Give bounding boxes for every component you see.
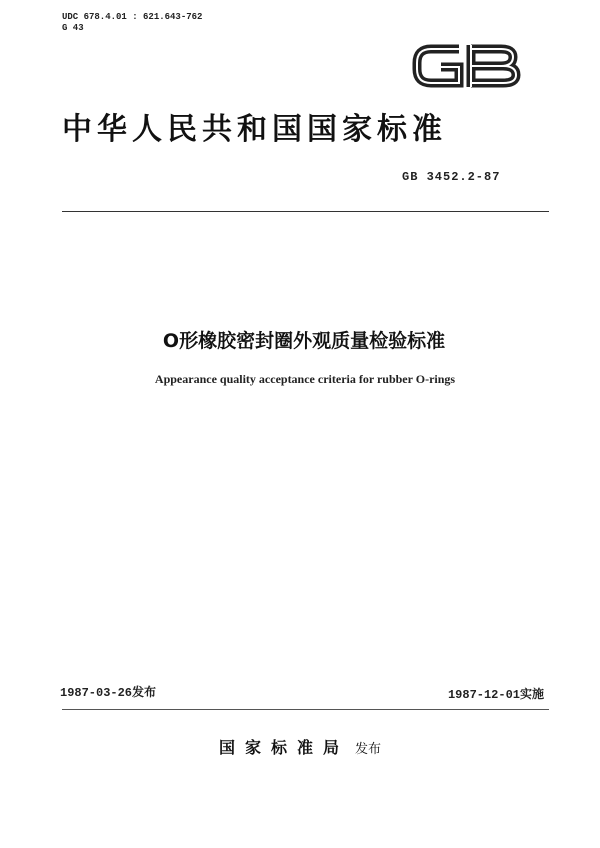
publisher-verb: 发布 xyxy=(355,742,382,757)
footer-divider xyxy=(62,709,549,710)
issue-date: 1987-03-26 xyxy=(60,686,133,700)
udc-number: UDC 678.4.01 : 621.643-762 xyxy=(62,12,203,22)
publisher-organization: 国家标准局 xyxy=(218,738,349,757)
standard-number: GB 3452.2-87 xyxy=(402,170,501,184)
header-divider xyxy=(62,211,549,212)
udc-block xyxy=(62,12,202,34)
document-title-chinese: O形橡胶密封圈外观质量检验标准 xyxy=(162,330,446,352)
document-title-english: Appearance quality acceptance criteria for rubber O-rings xyxy=(154,372,456,386)
gb-logo-icon xyxy=(409,37,523,95)
issue-label: 发布 xyxy=(132,686,157,700)
issue-date-block xyxy=(60,683,156,700)
national-standard-heading: 中华人民共和国国家标准 xyxy=(62,112,447,147)
effective-date-block xyxy=(448,685,544,702)
classification-code: G 43 xyxy=(62,23,84,33)
effective-date: 1987-12-01 xyxy=(447,688,520,702)
effective-label: 实施 xyxy=(519,688,544,702)
publisher-line xyxy=(0,735,600,758)
